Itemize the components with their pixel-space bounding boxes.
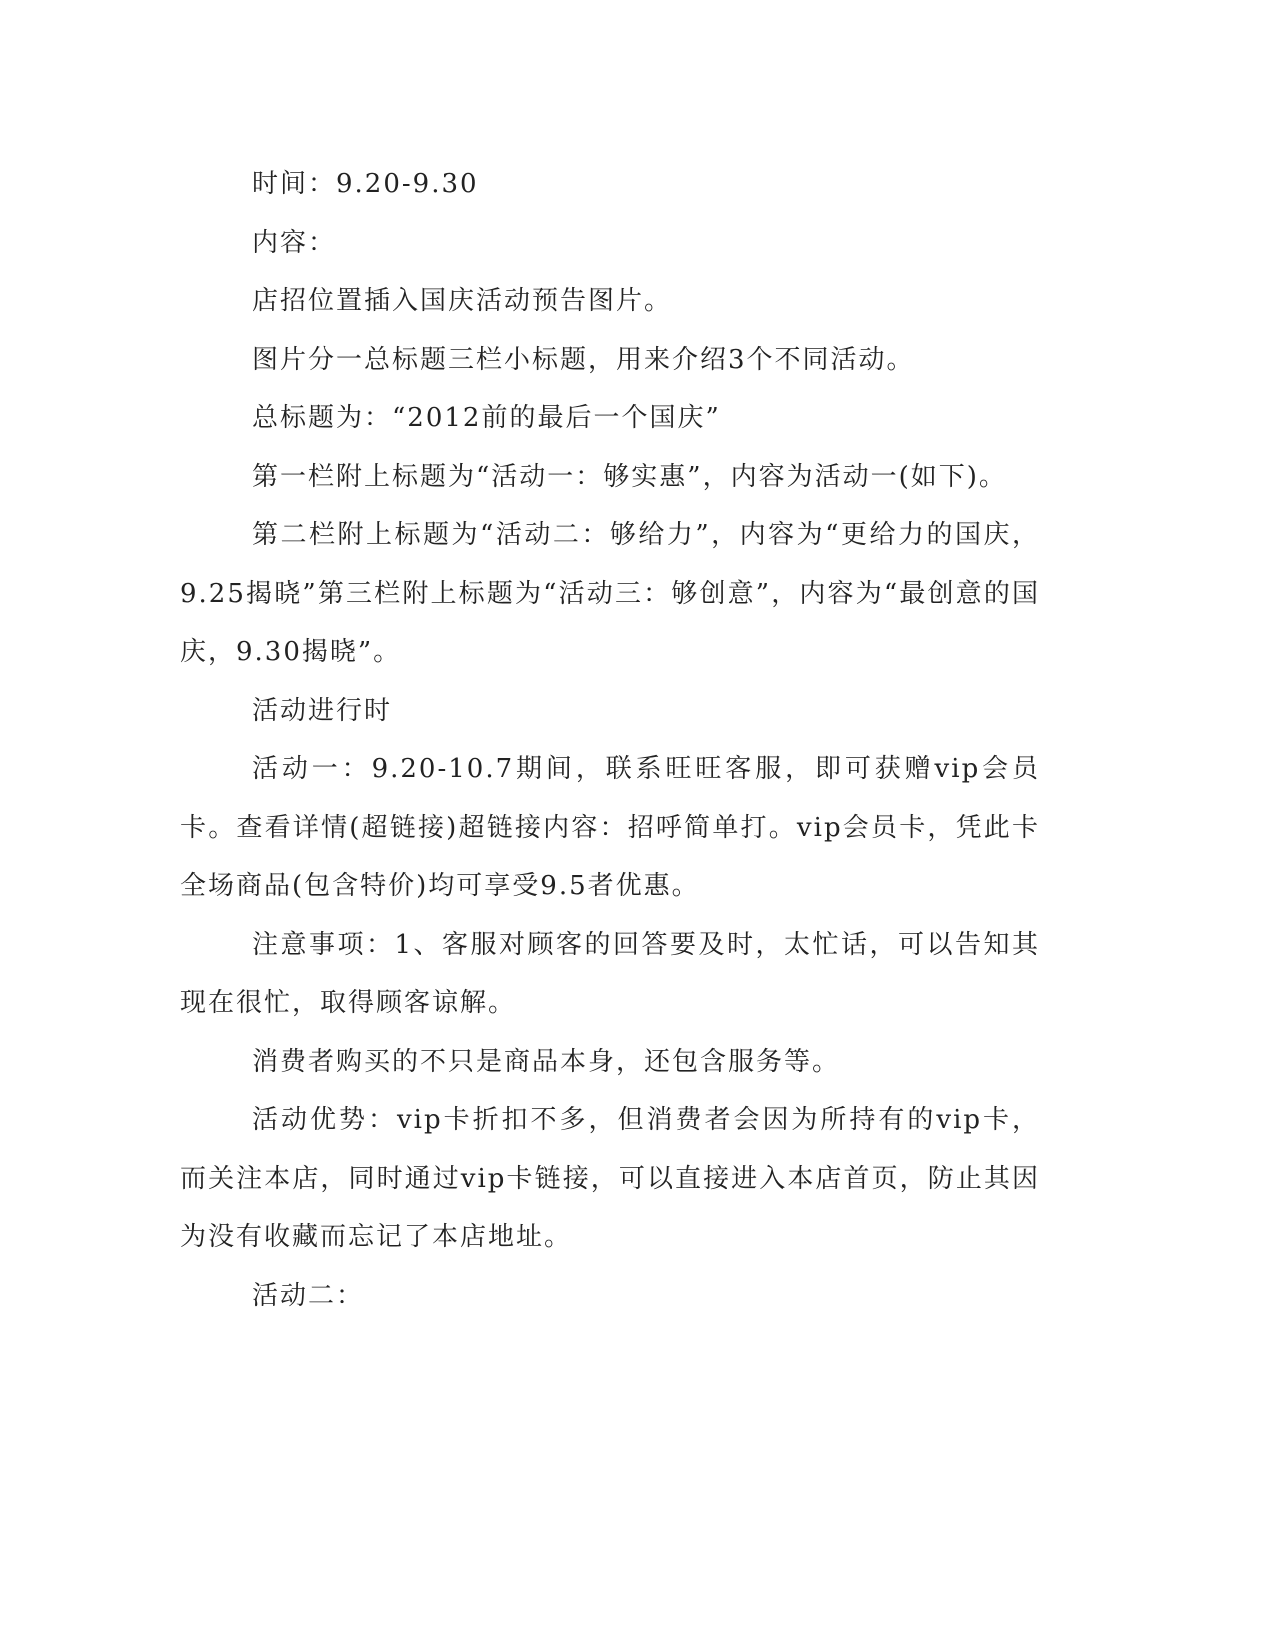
paragraph-main-title: 总标题为：“2012前的最后一个国庆” [252,403,721,433]
paragraph-content-label: 内容： [252,227,337,258]
paragraph-activity-two: 活动二： [252,1280,365,1311]
document-body [180,155,1040,1325]
paragraph-advantage: 活动优势：vip卡折扣不多，但消费者会因为所持有的vip卡，而关注本店，同时通过vip卡链接，可以直接进入本店首页，防止其因为没有收藏而忘记了本店地址。 [180,1105,1040,1252]
paragraph-service: 消费者购买的不只是商品本身，还包含服务等。 [252,1046,841,1077]
paragraph-banner-insert: 店招位置插入国庆活动预告图片。 [252,286,673,316]
paragraph-columns-two-three: 第二栏附上标题为“活动二：够给力”，内容为“更给力的国庆，9.25揭晓”第三栏附上标题为“活动三：够创意”，内容为“最创意的国庆，9.30揭晓”。 [180,520,1040,667]
paragraph-image-layout: 图片分一总标题三栏小标题，用来介绍3个不同活动。 [252,344,915,375]
paragraph-column-one: 第一栏附上标题为“活动一：够实惠”，内容为活动一(如下)。 [252,461,1007,492]
paragraph-time: 时间：9.20-9.30 [252,169,479,199]
paragraph-activity-running: 活动进行时 [252,695,393,726]
paragraph-notes: 注意事项：1、客服对顾客的回答要及时，太忙话，可以告知其现在很忙，取得顾客谅解。 [180,929,1040,1018]
paragraph-activity-one: 活动一：9.20-10.7期间，联系旺旺客服，即可获赠vip会员卡。查看详情(超链接)超链接内容：招呼简单打。vip会员卡，凭此卡全场商品(包含特价)均可享受9.5者优惠。 [180,754,1040,901]
